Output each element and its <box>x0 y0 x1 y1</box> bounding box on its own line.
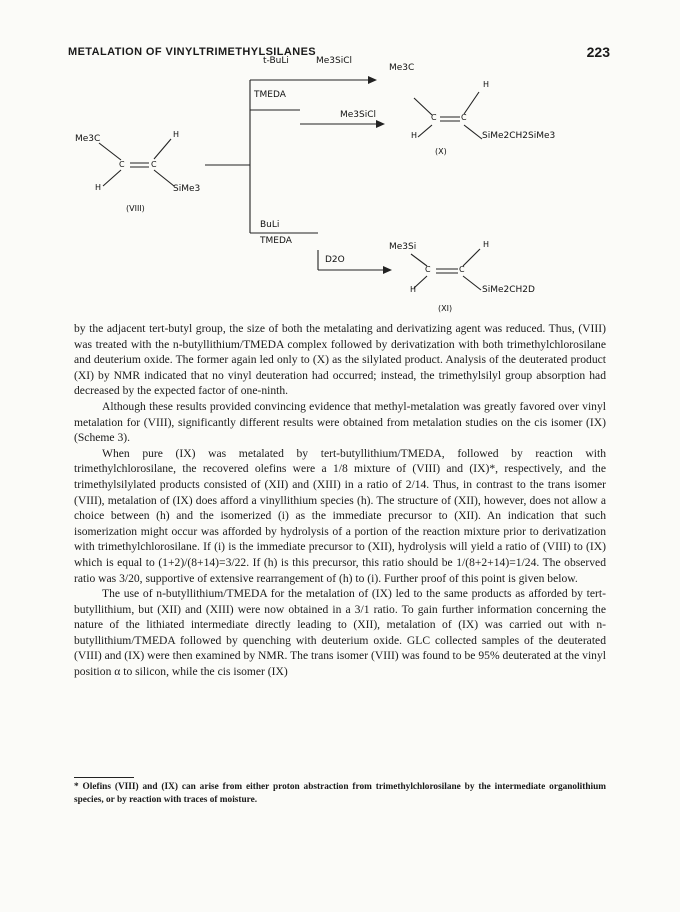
footnote: * Olefins (VIII) and (IX) can arise from either proton abstraction from trimethylchlorosilane by the intermediate organolithium species, or by reaction with traces of moisture. <box>74 782 606 805</box>
substituent-label: H <box>95 183 102 192</box>
substituent-label: SiMe2CH2SiMe3 <box>482 131 556 141</box>
reaction-scheme <box>0 0 680 330</box>
compound-label-viii: (VIII) <box>126 204 145 213</box>
reagent-label: D2O <box>325 255 345 265</box>
paragraph: The use of n-butyllithium/TMEDA for the metalation of (IX) led to the same products as afforded by tert-butyllithium, but (XII) and (XIII) were now obtained in a 3/1 ratio. To gain further information concerning the nature of the lithiated intermediate directly leading to (XII), metalation of (IX) was carried out with n-butyllithium/TMEDA followed by quenching with deuterium oxide. GLC collected samples of the deuterated (VIII) and (IX) were then examined by NMR. The trans isomer (VIII) was found to be 95% deuterated at the vinyl position α to silicon, while the cis isomer (IX) <box>74 587 606 679</box>
arrowhead <box>383 266 392 274</box>
substituent-label: H <box>411 131 418 140</box>
bond-line <box>463 276 481 290</box>
substituent-label: H <box>410 285 417 294</box>
atom-label: C <box>431 113 437 122</box>
bond-line <box>414 98 432 115</box>
substituent-label: SiMe2CH2D <box>482 285 535 295</box>
scheme-drawing <box>0 0 680 330</box>
bond-line <box>154 170 174 186</box>
substituent-label: H <box>483 80 490 89</box>
substituent-label: Me3C <box>75 134 101 144</box>
atom-label: C <box>461 113 467 122</box>
bond-line <box>99 143 121 160</box>
paragraph: Although these results provided convincing evidence that methyl-metalation was greatly favored over vinyl metalation for (VIII), significantly different results were obtained from metalation studies on the cis isomer (IX) (Scheme 3). <box>74 399 606 445</box>
reagent-label: Me3SiCl <box>316 56 353 66</box>
arrowhead <box>376 120 385 128</box>
reagent-label: TMEDA <box>254 90 286 100</box>
reagent-label: BuLi <box>260 220 280 230</box>
bond-line <box>464 125 482 139</box>
compound-label-x: (X) <box>435 147 447 156</box>
atom-label: C <box>425 265 431 274</box>
bond-line <box>103 170 121 186</box>
paragraph: by the adjacent tert-butyl group, the size of both the metalating and derivatizing agent was reduced. Thus, (VIII) was treated with the n-butyllithium/TMEDA complex followed by derivatization with both trimethylchlorosilane and deuterium oxide. The former again led only to (X) as the silylated product. Analysis of the deuterated product (XI) by NMR indicated that no vinyl deuteration had occurred; instead, the trimethylsilyl group absorption had decreased by the expected factor of one-ninth. <box>74 322 606 398</box>
page-number: 223 <box>586 44 610 60</box>
atom-label: C <box>459 265 465 274</box>
bond-line <box>418 125 432 137</box>
paragraph: When pure (IX) was metalated by tert-butyllithium/TMEDA, followed by reaction with trimethylchlorosilane, the recovered olefins were a 1/8 mixture of (VIII) and (IX)*, respectively, and the trimethylsilylated products consisted of (XII) and (XIII) in a ratio of 2/14. Thus, in contrast to the trans isomer (VIII), metalation of (IX) does afford a vinyllithium species (h). The structure of (XII), however, does not allow a choice between (h) and the isomerized (i) as the immediate precursor to (XII). An indication that such isomerization might occur was afforded by hydrolysis of a portion of the reaction mixture prior to derivatization with trimethylchlorosilane. If (i) is the immediate precursor to (XII), hydrolysis will yield a ratio of (VIII) to (IX) which is equal to (1+2)/(8+14)=3/22. If (h) is this precursor, this ratio should be 1/(8+2+14)=1/24. The observed ratio was 3/20, supportive of extensive rearrangement of (h) to (i). Further proof of this point is given below. <box>74 446 606 585</box>
reagent-label: Me3SiCl <box>340 110 377 120</box>
substituent-label: H <box>483 240 490 249</box>
compound-label-xi: (XI) <box>438 304 453 313</box>
substituent-label: Me3Si <box>389 242 417 252</box>
bond-line <box>154 139 171 159</box>
footnote-rule <box>74 777 134 778</box>
bond-line <box>464 92 479 114</box>
body-text <box>74 321 606 680</box>
atom-label: C <box>119 160 125 169</box>
reagent-label: TMEDA <box>260 236 292 246</box>
running-title: METALATION OF VINYLTRIMETHYLSILANES <box>68 46 317 58</box>
substituent-label: SiMe3 <box>173 184 201 194</box>
bond-line <box>463 249 480 266</box>
atom-label: C <box>151 160 157 169</box>
substituent-label: Me3C <box>389 63 415 73</box>
reagent-label: t-BuLi <box>263 56 289 66</box>
arrowhead <box>368 76 377 84</box>
substituent-label: H <box>173 130 180 139</box>
